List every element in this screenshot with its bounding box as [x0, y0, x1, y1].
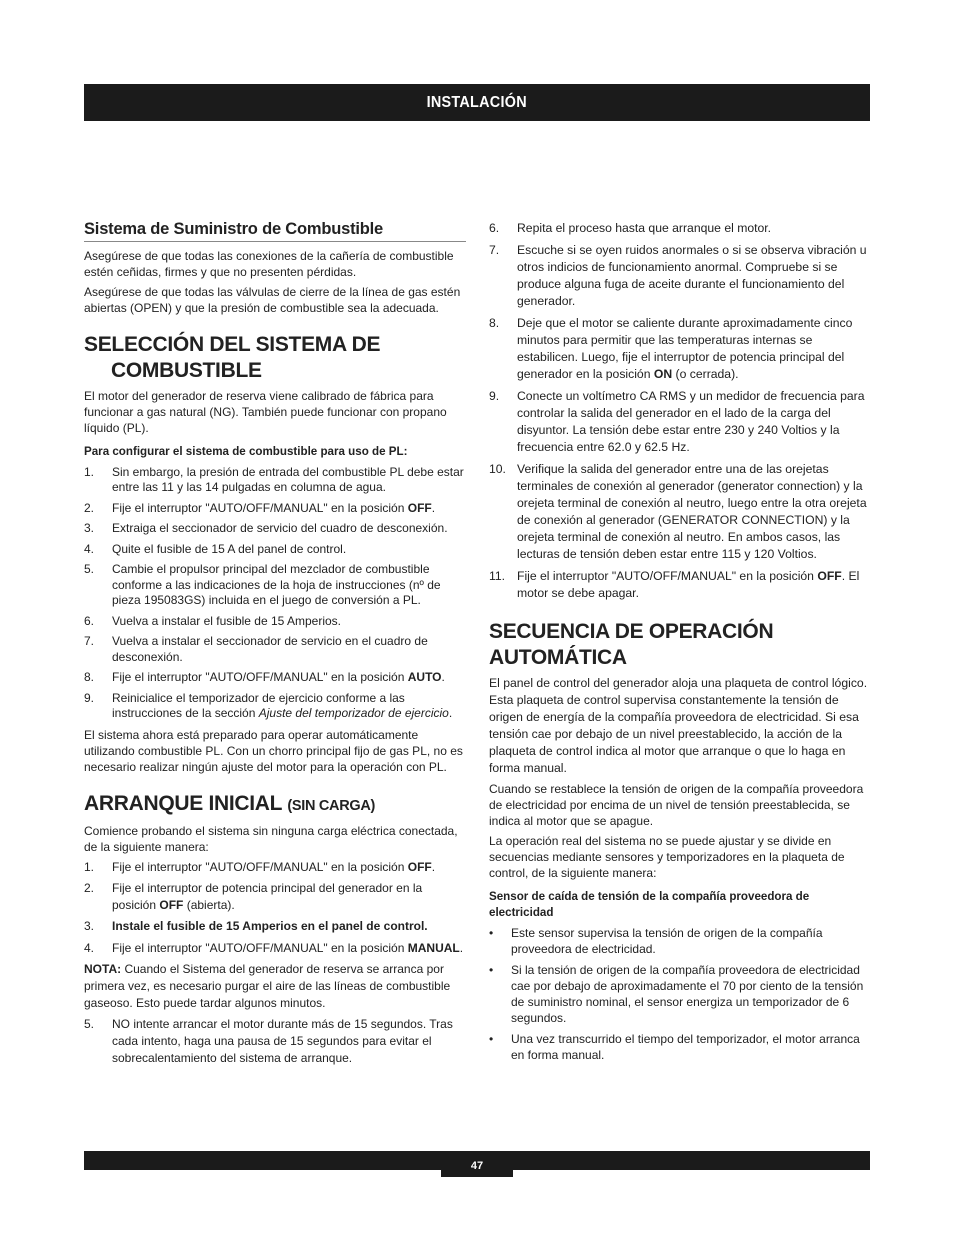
fuel-selection-heading-line2: COMBUSTIBLE — [111, 359, 262, 382]
initial-startup-title: ARRANQUE INICIAL — [84, 791, 288, 815]
step-bold-text: Instale el fusible de 15 Amperios en el panel de control. — [112, 919, 428, 934]
step-number: 3. — [84, 521, 95, 536]
step-text — [112, 501, 466, 517]
step-text-part: . — [431, 500, 436, 515]
step-text: Sin embargo, la presión de entrada del combustible PL debe estar entre las 11 y las 14 pulgadas en columna de agua. — [112, 464, 464, 495]
step-number: 5. — [84, 1017, 95, 1032]
startup-steps-continued — [489, 220, 871, 602]
step-text-part: . — [459, 940, 464, 955]
list-item — [84, 918, 466, 935]
page-number: 47 — [441, 1151, 513, 1177]
initial-startup-subtitle: (SIN CARGA) — [287, 797, 376, 814]
list-item — [84, 880, 466, 913]
fuel-selection-heading — [84, 332, 466, 384]
step-text-part: Deje que el motor se caliente durante aproximadamente cinco minutos para permitir que las temperaturas internas se estabilicen. Luego, fije el interruptor de potencia principal del generador en la posición — [517, 316, 853, 381]
step-number: 4. — [84, 541, 95, 556]
list-item — [489, 242, 871, 310]
startup-note-label: NOTA: — [84, 962, 122, 977]
list-item — [489, 925, 871, 957]
auto-sequence-paragraph-1: El panel de control del generador aloja una plaqueta de control lógico. Esta plaqueta de control supervisa constantemente la tensión de origen de energía de la compañía proveedora de electricidad. Si esa tensión cae por debajo de un nivel preestablecido, la acción de la plaqueta de control indica al motor que arranque o que lo haga en forma manual. — [489, 676, 868, 775]
step-emphasis: OFF — [817, 569, 842, 583]
step-emphasis: MANUAL — [407, 940, 460, 955]
list-item — [84, 614, 466, 630]
step-number: 7. — [489, 243, 500, 257]
step-text — [112, 859, 466, 876]
list-item — [84, 670, 466, 686]
section-header-bar — [84, 84, 870, 121]
step-text-part: Reinicialice el temporizador de ejercicio conforme a las instrucciones de la sección — [112, 690, 405, 721]
fuel-supply-heading: Sistema de Suministro de Combustible — [84, 220, 466, 242]
startup-step-5 — [84, 1016, 466, 1067]
step-number: 1. — [84, 464, 95, 479]
step-text-part: Fije el interruptor de potencia principal del generador en la posición — [112, 881, 423, 912]
step-number: 2. — [84, 881, 95, 896]
step-emphasis: OFF — [159, 897, 184, 912]
step-text — [517, 315, 871, 383]
step-number: 3. — [84, 919, 95, 934]
step-text — [112, 691, 466, 722]
step-number: 8. — [84, 670, 95, 685]
step-text-part: . El motor se debe apagar. — [517, 569, 860, 600]
step-number: 9. — [84, 690, 95, 705]
step-text: Quite el fusible de 15 A del panel de control. — [112, 541, 347, 556]
step-text — [112, 880, 466, 913]
step-text: Cambie el propulsor principal del mezclador de combustible conforme a las indicaciones de la hoja de instrucciones (nº de pieza 195083GS) incluida en el juego de conversión a PL. — [112, 562, 441, 608]
step-text: Repita el proceso hasta que arranque el motor. — [517, 221, 772, 235]
list-item — [84, 634, 466, 665]
left-column — [84, 220, 466, 1072]
step-number: 6. — [84, 613, 95, 628]
step-number: 8. — [489, 316, 500, 330]
list-item — [489, 568, 871, 602]
step-number: 4. — [84, 940, 95, 955]
section-title: INSTALACIÓN — [426, 93, 528, 111]
pl-config-steps — [84, 465, 466, 722]
auto-sequence-heading: SECUENCIA DE OPERACIÓN AUTOMÁTICA — [489, 620, 774, 669]
right-column — [489, 220, 871, 1068]
list-item — [84, 521, 466, 537]
step-text — [517, 568, 871, 602]
step-text: Vuelva a instalar el seccionador de servicio en el cuadro de desconexión. — [112, 634, 428, 664]
list-item — [84, 542, 466, 558]
voltage-sensor-lead: Sensor de caída de tensión de la compañía proveedora de electricidad — [489, 890, 810, 919]
step-text-part: (o cerrada). — [672, 367, 739, 381]
list-item — [489, 388, 871, 456]
bullet-icon: • — [489, 963, 494, 977]
step-number: 6. — [489, 221, 500, 235]
list-item — [489, 962, 871, 1026]
fuel-supply-paragraph-1: Asegúrese de que todas las conexiones de la cañería de combustible estén ceñidas, firmes y que no presenten pérdidas. — [84, 249, 454, 279]
step-number: 9. — [489, 389, 500, 403]
step-text-part: Fije el interruptor "AUTO/OFF/MANUAL" en la posición — [517, 569, 818, 583]
initial-startup-intro: Comience probando el sistema sin ninguna carga eléctrica conectada, de la siguiente manera: — [84, 823, 458, 854]
bullet-text: Una vez transcurrido el tiempo del temporizador, el motor arranca en forma manual. — [511, 1032, 860, 1062]
step-text — [112, 918, 466, 935]
step-text: NO intente arrancar el motor durante más de 15 segundos. Tras cada intento, haga una pausa de 15 segundos para evitar el sobrecalentamiento del sistema de arranque. — [112, 1017, 453, 1066]
step-number: 1. — [84, 859, 95, 874]
list-item — [489, 1031, 871, 1063]
bullet-text: Este sensor supervisa la tensión de origen de la compañía proveedora de electricidad. — [511, 926, 823, 956]
startup-note — [84, 961, 466, 1012]
fuel-selection-heading-line1: SELECCIÓN DEL SISTEMA DE — [84, 333, 381, 356]
step-reference: Ajuste del temporizador de ejercicio — [258, 706, 449, 721]
step-emphasis: AUTO — [407, 670, 442, 685]
step-number: 2. — [84, 500, 95, 515]
step-text-part: Fije el interruptor "AUTO/OFF/MANUAL" en la posición — [112, 940, 408, 955]
initial-startup-heading — [84, 791, 466, 819]
list-item — [84, 940, 466, 957]
auto-sequence-paragraph-2: Cuando se restablece la tensión de origen de la compañía proveedora de electricidad por encima de un nivel de tensión preestablecida, se indica al motor que se apague. — [489, 782, 864, 828]
list-item — [84, 691, 466, 722]
startup-note-text: Cuando el Sistema del generador de reserva se arranca por primera vez, es necesario purgar el aire de las líneas de combustible gaseoso. Esto puede tardar algunos minutos. — [84, 962, 451, 1011]
step-text — [112, 940, 466, 957]
step-text-part: . — [431, 859, 436, 874]
step-text: Conecte un voltímetro CA RMS y un medidor de frecuencia para controlar la salida del generador en el lado de la carga del disyuntor. La tensión debe estar entre 230 y 240 Voltios y la frecuencia entre 62.0 y 62.5 Hz. — [517, 389, 865, 454]
list-item — [489, 461, 871, 563]
step-emphasis: OFF — [407, 500, 432, 515]
list-item — [84, 465, 466, 496]
step-text: Vuelva a instalar el fusible de 15 Amperios. — [112, 613, 342, 628]
fuel-supply-paragraph-2: Asegúrese de que todas las válvulas de cierre de la línea de gas estén abiertas (OPEN) y que la presión de combustible sea la adecuada. — [84, 285, 461, 315]
step-text: Escuche si se oyen ruidos anormales o si se observa vibración u otros indicios de funcionamiento anormal. Compruebe si se produce alguna fuga de aceite durante el funcionamiento del generador. — [517, 243, 867, 308]
auto-sequence-paragraph-3: La operación real del sistema no se puede ajustar y se divide en secuencias mediante sensores y temporizadores en la plaqueta de control, de la siguiente manera: — [489, 834, 845, 880]
step-number: 7. — [84, 634, 95, 649]
step-text — [112, 670, 466, 686]
step-number: 10. — [489, 462, 506, 476]
pl-config-lead: Para configurar el sistema de combustible para uso de PL: — [84, 445, 408, 458]
list-item — [489, 315, 871, 383]
bullet-icon: • — [489, 1032, 494, 1046]
step-emphasis: OFF — [407, 859, 432, 874]
voltage-sensor-bullets — [489, 925, 871, 1063]
bullet-text: Si la tensión de origen de la compañía proveedora de electricidad cae por debajo de aproximadamente el 70 por ciento de la tensión de suministro nominal, el sensor energiza un temporizador de 6 segundos. — [511, 963, 864, 1025]
list-item — [84, 501, 466, 517]
list-item — [84, 562, 466, 609]
step-number: 11. — [489, 569, 506, 583]
step-number: 5. — [84, 562, 95, 577]
list-item — [489, 220, 871, 237]
step-text-part: Fije el interruptor "AUTO/OFF/MANUAL" en la posición — [112, 670, 408, 685]
initial-startup-steps — [84, 859, 466, 957]
step-text: Extraiga el seccionador de servicio del cuadro de desconexión. — [112, 521, 448, 536]
step-text-part: Fije el interruptor "AUTO/OFF/MANUAL" en la posición — [112, 859, 408, 874]
step-emphasis: ON — [653, 367, 673, 381]
step-text-part: Fije el interruptor "AUTO/OFF/MANUAL" en la posición — [112, 500, 408, 515]
fuel-selection-paragraph: El motor del generador de reserva viene calibrado de fábrica para funcionar a gas natural (NG). También puede funcionar con propano líquido (PL). — [84, 389, 447, 435]
pl-config-closing: El sistema ahora está preparado para operar automáticamente utilizando combustible PL. Con un chorro principal fijo de gas PL, no es necesario realizar ningún ajuste del motor para la operación con PL. — [84, 727, 463, 774]
list-item — [84, 859, 466, 876]
step-text-part: . — [448, 706, 453, 721]
step-text: Verifique la salida del generador entre una de las orejetas terminales de conexión al generador (generator connection) y la orejeta terminal de conexión al neutro, luego entre la otra orejeta de conexión al generador (GENERATOR CONNECTION) y la orejeta terminal de conexión al neutro. En ambos casos, las lecturas de tensión deben estar entre 115 y 120 Voltios. — [517, 462, 867, 561]
bullet-icon: • — [489, 926, 494, 940]
step-text-part: (abierta). — [183, 897, 235, 912]
step-text-part: . — [441, 670, 445, 685]
